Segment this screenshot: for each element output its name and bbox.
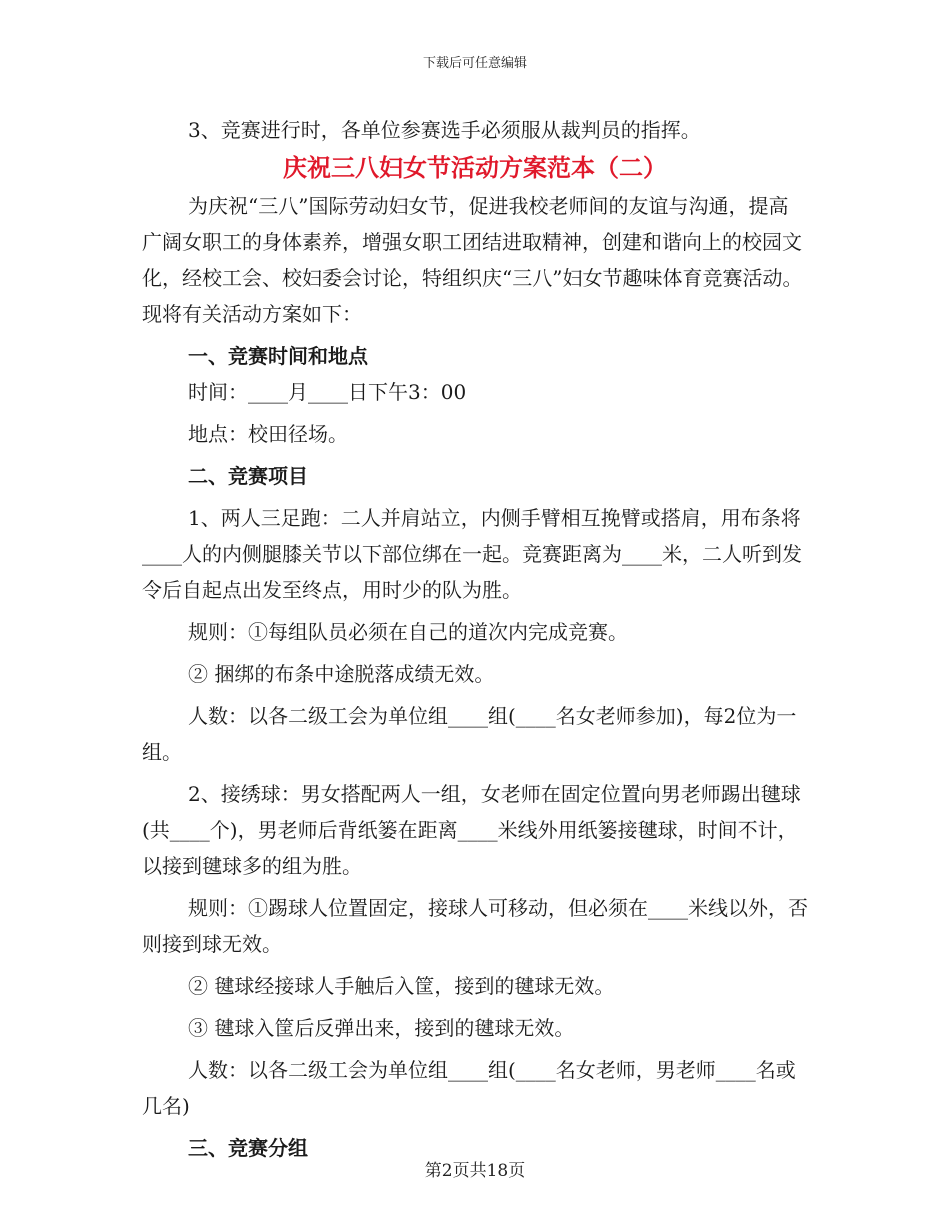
item-2-rule-3: ③ 毽球入筐后反弹出来，接到的毽球无效。 <box>188 1016 575 1040</box>
place-line: 地点：校田径场。 <box>188 422 348 446</box>
page-header: 下载后可任意编辑 <box>422 56 527 71</box>
item-2-rule-2: ② 毽球经接球人手触后入筐，接到的毽球无效。 <box>188 974 615 998</box>
paragraph-rule-3: 3、竞赛进行时，各单位参赛选手必须服从裁判员的指挥。 <box>188 118 701 142</box>
item-1-paragraph: 1、两人三足跑：二人并肩站立，内侧手臂相互挽臂或搭肩，用布条将____人的内侧腿膝关节以下部位绑在一起。竞赛距离为____米，二人听到发令后自起点出发至终点，用时少的队为胜。 <box>142 506 802 602</box>
item-2-people: 人数：以各二级工会为单位组____组(____名女老师，男老师____名或几名) <box>142 1058 796 1118</box>
document-body <box>142 112 808 1166</box>
time-line: 时间：____月____日下午3：00 <box>188 380 467 404</box>
item-1-rule-2: ② 捆绑的布条中途脱落成绩无效。 <box>188 662 495 686</box>
document-title: 庆祝三八妇女节活动方案范本（二） <box>283 153 667 182</box>
item-1-people: 人数：以各二级工会为单位组____组(____名女老师参加)，每2位为一组。 <box>142 704 797 764</box>
item-1-rule-1: 规则：①每组队员必须在自己的道次内完成竞赛。 <box>188 620 628 644</box>
page-footer: 第2页共18页 <box>424 1161 526 1181</box>
intro-paragraph: 为庆祝“三八”国际劳动妇女节，促进我校老师间的友谊与沟通，提高广阔女职工的身体素养，增强女职工团结进取精神，创建和谐向上的校园文化，经校工会、校妇委会讨论，特组织庆“三八”妇女节趣味体育竞赛活动。现将有关活动方案如下： <box>142 194 803 326</box>
section-3-heading: 三、竞赛分组 <box>188 1136 308 1160</box>
item-2-rule-1: 规则：①踢球人位置固定，接球人可移动，但必须在____米线以外，否则接到球无效。 <box>142 896 808 956</box>
section-1-heading: 一、竞赛时间和地点 <box>188 344 368 368</box>
item-2-paragraph: 2、接绣球：男女搭配两人一组，女老师在固定位置向男老师踢出毽球(共____个)，男老师后背纸篓在距离____米线外用纸篓接毽球，时间不计，以接到毽球多的组为胜。 <box>142 782 801 878</box>
section-2-heading: 二、竞赛项目 <box>188 464 308 488</box>
